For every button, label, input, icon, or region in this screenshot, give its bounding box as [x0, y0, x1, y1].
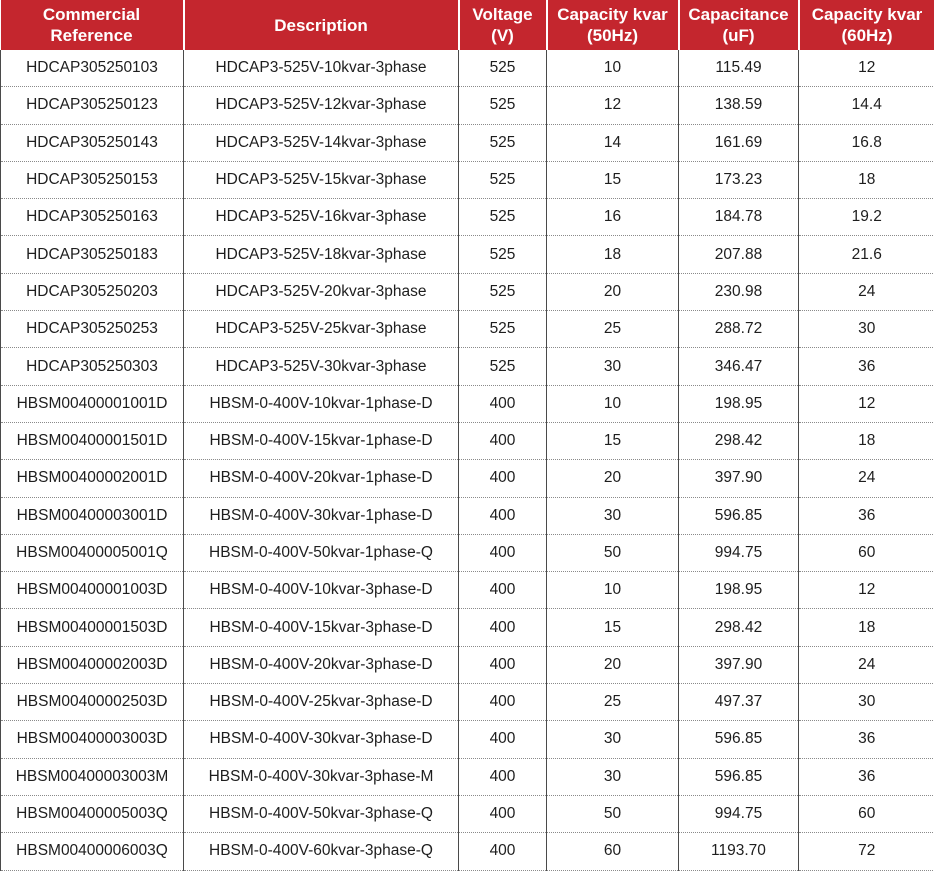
table-row [1, 795, 934, 832]
capacitance-cell: 161.69 [679, 124, 799, 161]
description-header [184, 0, 459, 50]
capacitance-cell: 497.37 [679, 684, 799, 721]
capacity-50hz-cell: 30 [547, 348, 679, 385]
description-cell: HDCAP3-525V-25kvar-3phase [184, 311, 459, 348]
header-line: (60Hz) [841, 26, 893, 45]
table-row [1, 273, 934, 310]
capacity-50hz-cell: 25 [547, 684, 679, 721]
voltage-cell: 525 [459, 199, 547, 236]
commercial-reference-cell: HDCAP305250103 [1, 50, 184, 87]
header-line: (V) [491, 26, 514, 45]
capacity-50hz-cell: 15 [547, 609, 679, 646]
capacity-60hz-cell: 12 [799, 572, 934, 609]
header-row [1, 0, 934, 50]
table-row [1, 721, 934, 758]
commercial-reference-cell: HBSM00400002001D [1, 460, 184, 497]
voltage-header [459, 0, 547, 50]
commercial-reference-cell: HBSM00400001001D [1, 385, 184, 422]
capacity-60hz-header [799, 0, 934, 50]
capacitance-header [679, 0, 799, 50]
capacitance-cell: 298.42 [679, 422, 799, 459]
commercial-reference-cell: HBSM00400002003D [1, 646, 184, 683]
description-cell: HDCAP3-525V-18kvar-3phase [184, 236, 459, 273]
capacitance-cell: 184.78 [679, 199, 799, 236]
capacitance-cell: 207.88 [679, 236, 799, 273]
capacity-60hz-cell: 24 [799, 460, 934, 497]
header-line: Capacity kvar [557, 5, 668, 24]
voltage-cell: 400 [459, 684, 547, 721]
capacity-60hz-cell: 12 [799, 385, 934, 422]
header-line: Description [274, 15, 368, 35]
description-cell: HDCAP3-525V-20kvar-3phase [184, 273, 459, 310]
capacity-60hz-cell: 12 [799, 50, 934, 87]
capacitance-cell: 288.72 [679, 311, 799, 348]
commercial-reference-cell: HBSM00400001003D [1, 572, 184, 609]
capacity-60hz-cell: 24 [799, 646, 934, 683]
capacity-50hz-cell: 10 [547, 572, 679, 609]
capacity-50hz-cell: 60 [547, 833, 679, 870]
table-row [1, 87, 934, 124]
capacity-60hz-cell: 36 [799, 348, 934, 385]
capacitance-cell: 596.85 [679, 721, 799, 758]
table-row [1, 758, 934, 795]
voltage-cell: 400 [459, 646, 547, 683]
table-row [1, 534, 934, 571]
table-row [1, 385, 934, 422]
capacity-50hz-cell: 14 [547, 124, 679, 161]
capacity-50hz-cell: 20 [547, 460, 679, 497]
description-cell: HDCAP3-525V-15kvar-3phase [184, 161, 459, 198]
table-row [1, 460, 934, 497]
table-row [1, 684, 934, 721]
capacitance-cell: 138.59 [679, 87, 799, 124]
capacity-60hz-cell: 18 [799, 609, 934, 646]
table-body [1, 50, 934, 870]
capacity-50hz-cell: 25 [547, 311, 679, 348]
table-row [1, 161, 934, 198]
capacity-60hz-cell: 14.4 [799, 87, 934, 124]
voltage-cell: 525 [459, 348, 547, 385]
description-cell: HBSM-0-400V-30kvar-3phase-M [184, 758, 459, 795]
header-line: Commercial [42, 5, 141, 24]
commercial-reference-cell: HBSM00400003001D [1, 497, 184, 534]
capacity-50hz-cell: 18 [547, 236, 679, 273]
commercial-reference-cell: HDCAP305250123 [1, 87, 184, 124]
header-line: (50Hz) [586, 26, 638, 45]
voltage-cell: 400 [459, 422, 547, 459]
table-row [1, 833, 934, 870]
description-cell: HBSM-0-400V-15kvar-1phase-D [184, 422, 459, 459]
voltage-cell: 525 [459, 124, 547, 161]
description-cell: HBSM-0-400V-10kvar-1phase-D [184, 385, 459, 422]
table-row [1, 422, 934, 459]
capacity-60hz-cell: 72 [799, 833, 934, 870]
header-line: (uF) [722, 26, 755, 45]
header-line: Voltage [472, 5, 533, 24]
voltage-cell: 525 [459, 236, 547, 273]
capacity-60hz-cell: 21.6 [799, 236, 934, 273]
commercial-reference-header [1, 0, 184, 50]
table-header [1, 0, 934, 50]
capacitance-cell: 173.23 [679, 161, 799, 198]
commercial-reference-cell: HDCAP305250253 [1, 311, 184, 348]
voltage-cell: 525 [459, 311, 547, 348]
capacity-50hz-cell: 20 [547, 273, 679, 310]
header-line: Capacitance [688, 5, 789, 24]
description-cell: HBSM-0-400V-30kvar-3phase-D [184, 721, 459, 758]
voltage-cell: 525 [459, 50, 547, 87]
commercial-reference-cell: HDCAP305250183 [1, 236, 184, 273]
capacitance-cell: 596.85 [679, 758, 799, 795]
capacity-50hz-cell: 30 [547, 758, 679, 795]
capacity-50hz-cell: 30 [547, 497, 679, 534]
capacity-60hz-cell: 16.8 [799, 124, 934, 161]
description-cell: HBSM-0-400V-15kvar-3phase-D [184, 609, 459, 646]
capacity-60hz-cell: 18 [799, 161, 934, 198]
capacity-50hz-cell: 15 [547, 422, 679, 459]
capacity-50hz-cell: 16 [547, 199, 679, 236]
capacitance-cell: 198.95 [679, 385, 799, 422]
description-cell: HBSM-0-400V-20kvar-3phase-D [184, 646, 459, 683]
capacitance-cell: 596.85 [679, 497, 799, 534]
voltage-cell: 525 [459, 87, 547, 124]
commercial-reference-cell: HDCAP305250163 [1, 199, 184, 236]
table-row [1, 572, 934, 609]
capacity-60hz-cell: 60 [799, 534, 934, 571]
capacity-60hz-cell: 24 [799, 273, 934, 310]
header-line: Reference [50, 26, 133, 45]
capacity-50hz-cell: 20 [547, 646, 679, 683]
capacity-60hz-cell: 36 [799, 721, 934, 758]
description-cell: HDCAP3-525V-16kvar-3phase [184, 199, 459, 236]
table-row [1, 50, 934, 87]
table-row [1, 646, 934, 683]
voltage-cell: 525 [459, 273, 547, 310]
commercial-reference-cell: HBSM00400005003Q [1, 795, 184, 832]
capacity-50hz-cell: 50 [547, 795, 679, 832]
capacitance-cell: 1193.70 [679, 833, 799, 870]
table-row [1, 311, 934, 348]
table-row [1, 348, 934, 385]
description-cell: HBSM-0-400V-30kvar-1phase-D [184, 497, 459, 534]
capacitance-cell: 230.98 [679, 273, 799, 310]
capacity-60hz-cell: 19.2 [799, 199, 934, 236]
voltage-cell: 400 [459, 609, 547, 646]
description-cell: HBSM-0-400V-20kvar-1phase-D [184, 460, 459, 497]
description-cell: HDCAP3-525V-30kvar-3phase [184, 348, 459, 385]
capacity-60hz-cell: 36 [799, 758, 934, 795]
capacity-50hz-cell: 10 [547, 50, 679, 87]
description-cell: HDCAP3-525V-14kvar-3phase [184, 124, 459, 161]
capacity-60hz-cell: 30 [799, 684, 934, 721]
header-line: Capacity kvar [811, 5, 923, 24]
capacity-60hz-cell: 60 [799, 795, 934, 832]
voltage-cell: 400 [459, 721, 547, 758]
voltage-cell: 400 [459, 572, 547, 609]
voltage-cell: 400 [459, 460, 547, 497]
commercial-reference-cell: HBSM00400001501D [1, 422, 184, 459]
capacity-50hz-cell: 30 [547, 721, 679, 758]
capacitance-cell: 198.95 [679, 572, 799, 609]
voltage-cell: 400 [459, 758, 547, 795]
voltage-cell: 400 [459, 833, 547, 870]
commercial-reference-cell: HBSM00400003003D [1, 721, 184, 758]
table-row [1, 609, 934, 646]
commercial-reference-cell: HBSM00400003003M [1, 758, 184, 795]
capacitance-cell: 994.75 [679, 795, 799, 832]
commercial-reference-cell: HBSM00400005001Q [1, 534, 184, 571]
table-row [1, 236, 934, 273]
capacitance-cell: 346.47 [679, 348, 799, 385]
capacity-60hz-cell: 30 [799, 311, 934, 348]
table-row [1, 199, 934, 236]
commercial-reference-cell: HBSM00400006003Q [1, 833, 184, 870]
commercial-reference-cell: HBSM00400001503D [1, 609, 184, 646]
voltage-cell: 400 [459, 385, 547, 422]
voltage-cell: 525 [459, 161, 547, 198]
capacitance-cell: 115.49 [679, 50, 799, 87]
capacity-60hz-cell: 36 [799, 497, 934, 534]
capacity-50hz-cell: 15 [547, 161, 679, 198]
capacity-50hz-header [547, 0, 679, 50]
capacitance-cell: 298.42 [679, 609, 799, 646]
capacitance-cell: 994.75 [679, 534, 799, 571]
capacity-60hz-cell: 18 [799, 422, 934, 459]
capacity-50hz-cell: 12 [547, 87, 679, 124]
capacity-50hz-cell: 50 [547, 534, 679, 571]
description-cell: HBSM-0-400V-25kvar-3phase-D [184, 684, 459, 721]
commercial-reference-cell: HDCAP305250303 [1, 348, 184, 385]
capacitance-cell: 397.90 [679, 646, 799, 683]
commercial-reference-cell: HDCAP305250153 [1, 161, 184, 198]
description-cell: HBSM-0-400V-50kvar-1phase-Q [184, 534, 459, 571]
table-row [1, 497, 934, 534]
description-cell: HDCAP3-525V-10kvar-3phase [184, 50, 459, 87]
description-cell: HBSM-0-400V-50kvar-3phase-Q [184, 795, 459, 832]
description-cell: HDCAP3-525V-12kvar-3phase [184, 87, 459, 124]
voltage-cell: 400 [459, 497, 547, 534]
voltage-cell: 400 [459, 795, 547, 832]
capacity-50hz-cell: 10 [547, 385, 679, 422]
commercial-reference-cell: HDCAP305250203 [1, 273, 184, 310]
description-cell: HBSM-0-400V-10kvar-3phase-D [184, 572, 459, 609]
table-row [1, 124, 934, 161]
capacitance-cell: 397.90 [679, 460, 799, 497]
commercial-reference-cell: HDCAP305250143 [1, 124, 184, 161]
commercial-reference-cell: HBSM00400002503D [1, 684, 184, 721]
voltage-cell: 400 [459, 534, 547, 571]
description-cell: HBSM-0-400V-60kvar-3phase-Q [184, 833, 459, 870]
